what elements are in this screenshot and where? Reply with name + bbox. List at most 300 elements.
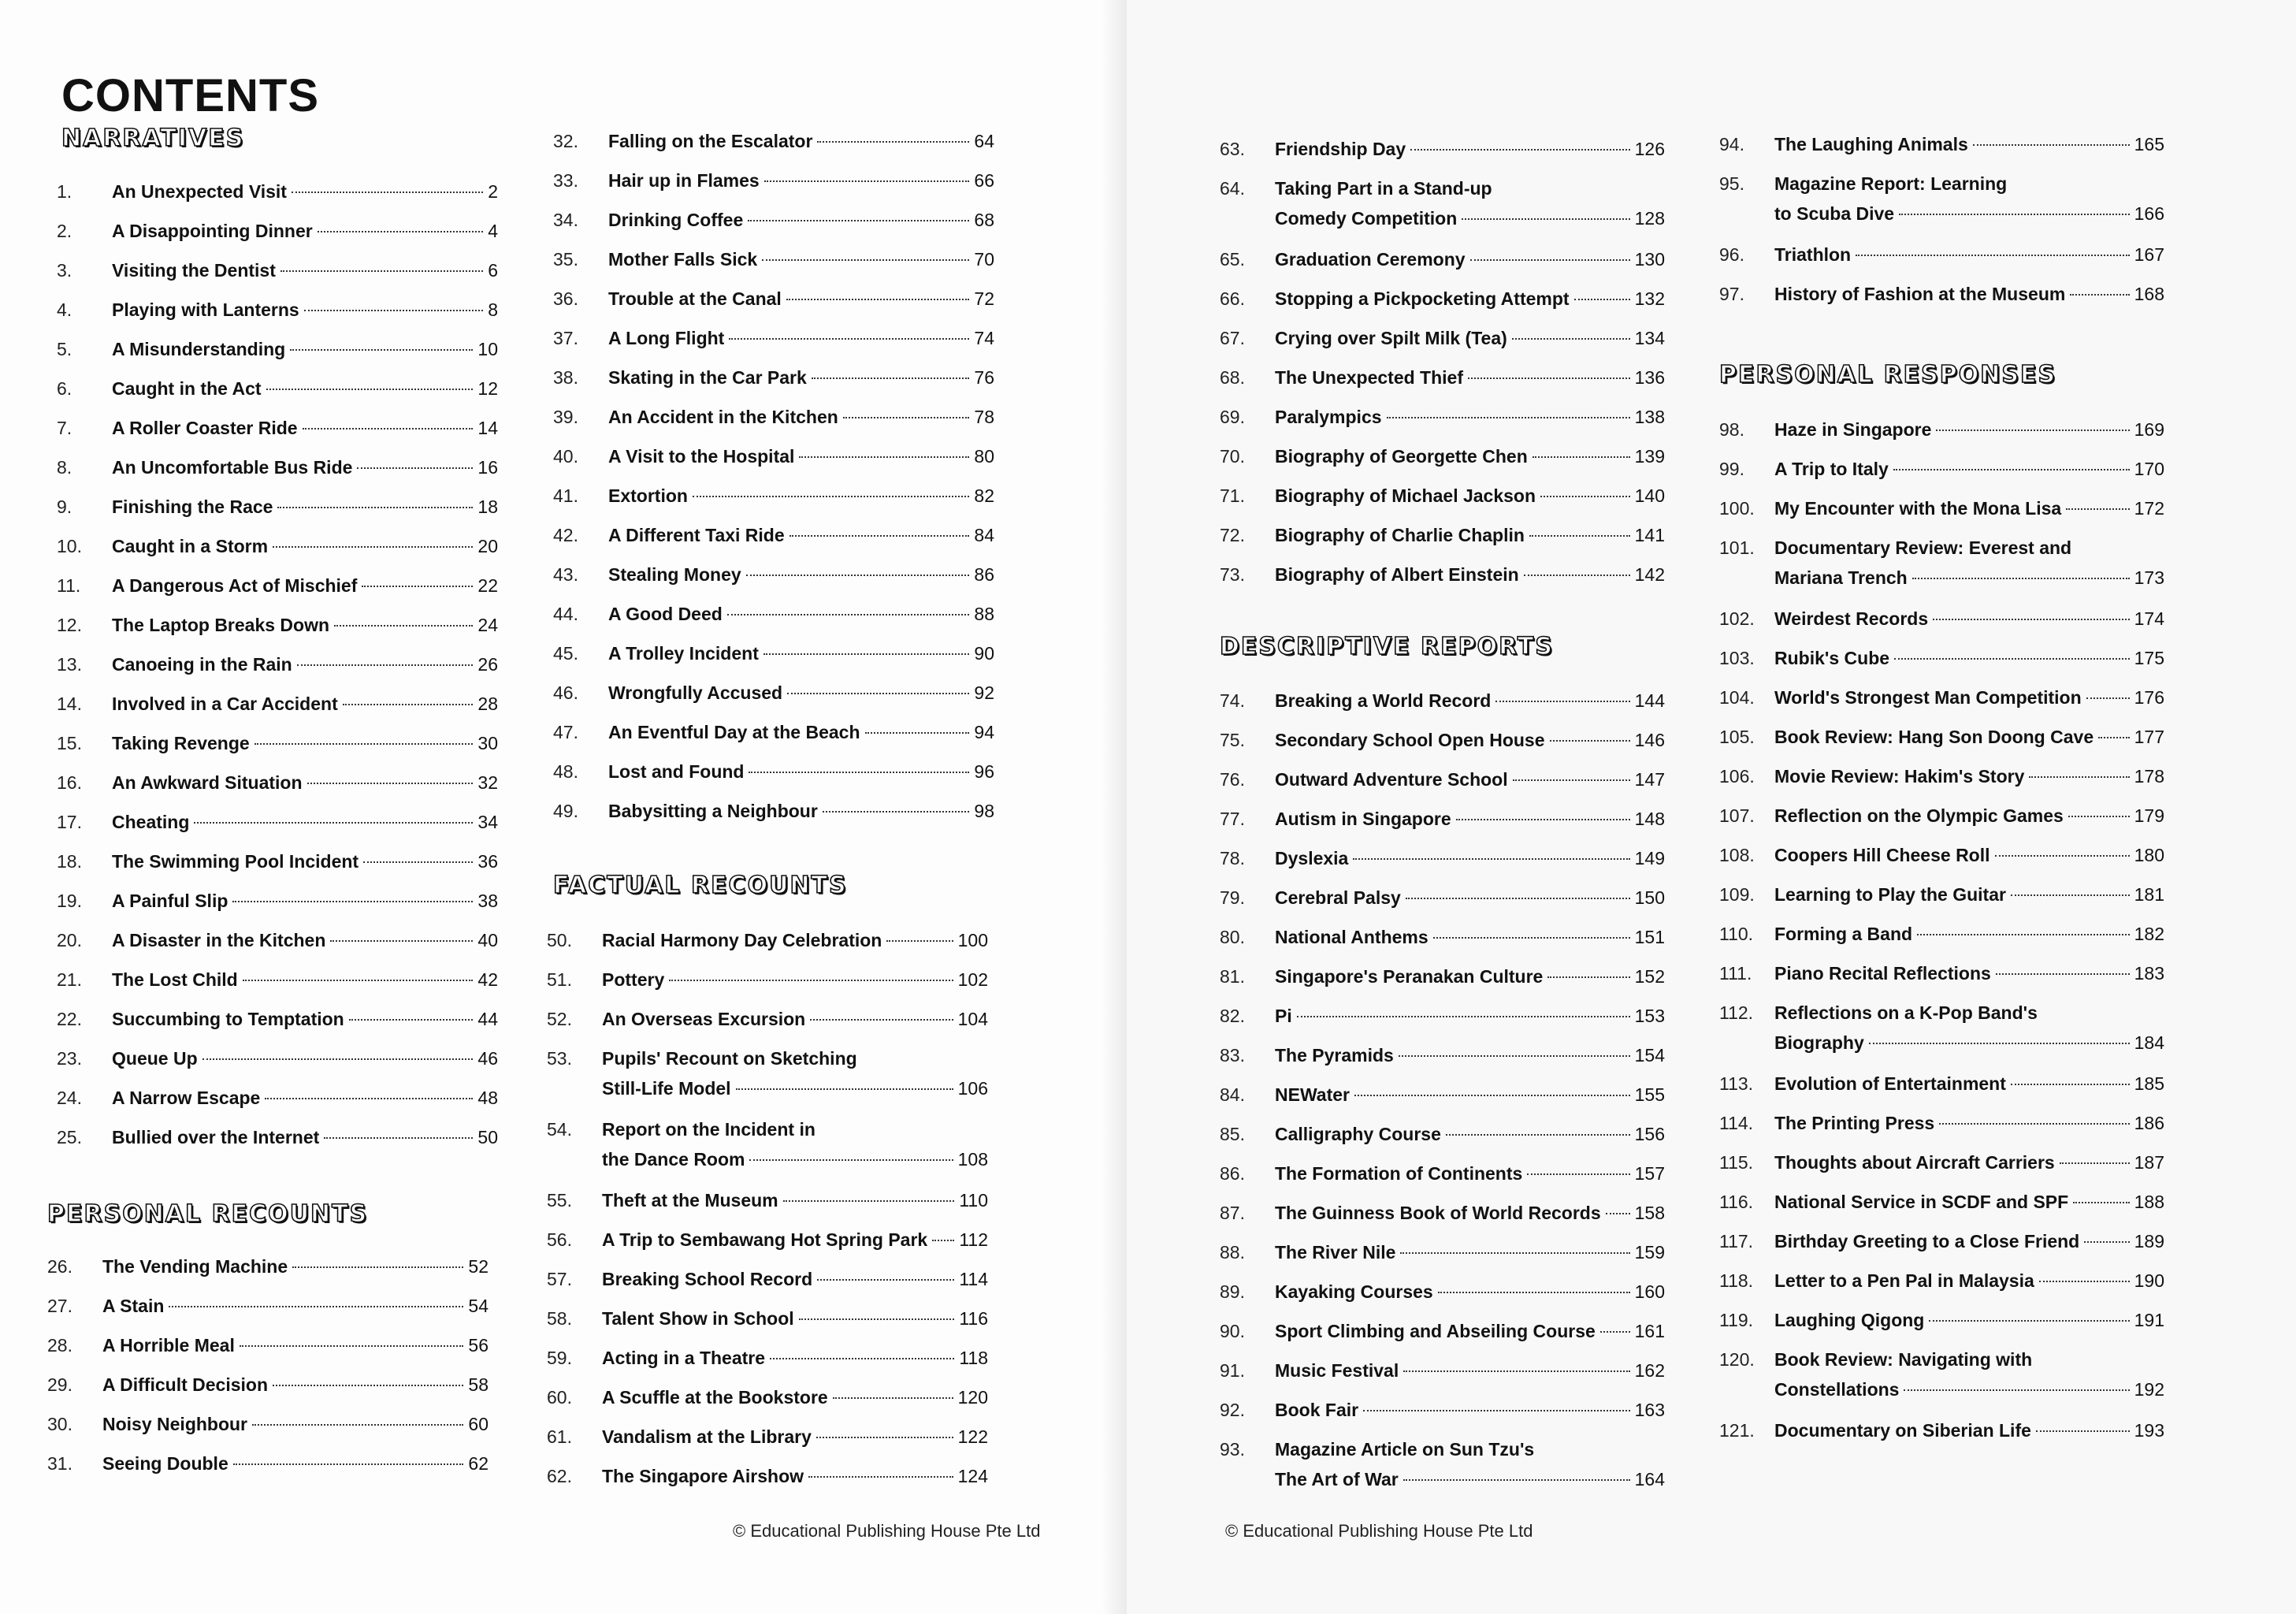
toc-entry-number: 97.: [1719, 284, 1744, 304]
toc-entry-line: [112, 965, 498, 995]
toc-entry-title: Noisy Neighbour: [102, 1414, 248, 1434]
dot-leader: [1996, 973, 2130, 975]
toc-entry-line: [1275, 804, 1665, 834]
toc-entry-title: Hair up in Flames: [608, 170, 760, 191]
toc-entry-title: Breaking a World Record: [1275, 690, 1492, 711]
toc-entry: [1220, 1277, 1665, 1307]
toc-entry-page: 6: [488, 260, 498, 281]
toc-entry-number: 80.: [1220, 927, 1245, 947]
toc-entry-line: [1275, 402, 1665, 432]
toc-entry-line: [608, 205, 994, 235]
toc-entry-line: [102, 1449, 489, 1478]
toc-entry-number: 95.: [1719, 173, 1744, 194]
toc-entry: [553, 757, 994, 787]
toc-entry-line: [1774, 563, 2164, 593]
toc-entry-title: Acting in a Theatre: [602, 1348, 766, 1368]
toc-entry-title: Cheating: [112, 812, 190, 832]
toc-entry: [57, 1004, 498, 1034]
toc-entry-line: [608, 244, 994, 274]
toc-entry-line: [1774, 415, 2164, 444]
dot-leader: [764, 180, 970, 182]
toc-entry: [1719, 722, 2164, 752]
toc-entry-page: 38: [477, 891, 498, 911]
toc-entry-number: 26.: [47, 1256, 72, 1277]
toc-entry-page: 116: [959, 1308, 988, 1329]
toc-entry-number: 32.: [553, 131, 578, 151]
toc-entry-page: 173: [2134, 567, 2164, 588]
section-title-personal-responses: PERSONAL RESPONSES: [1719, 361, 2057, 389]
toc-entry-text: [608, 441, 994, 471]
toc-entry-number: 33.: [553, 170, 578, 191]
dot-leader: [865, 732, 970, 734]
toc-entry-title: Rubik's Cube: [1774, 648, 1890, 668]
dot-leader: [252, 1424, 463, 1426]
toc-entry-line: [608, 757, 994, 787]
toc-entry-page: 98: [974, 801, 994, 821]
dot-leader: [280, 270, 483, 272]
toc-entry: [1220, 764, 1665, 794]
toc-entry-page: 187: [2134, 1152, 2164, 1173]
toc-entry-text: [608, 284, 994, 314]
toc-entry-number: 52.: [547, 1009, 572, 1029]
dot-leader: [334, 625, 473, 627]
toc-entry-page: 147: [1634, 769, 1665, 790]
dot-leader: [1894, 658, 2130, 660]
toc-entry-title: Mother Falls Sick: [608, 249, 758, 270]
toc-entry: [547, 1225, 988, 1255]
toc-entry-title: A Disaster in the Kitchen: [112, 930, 326, 950]
toc-entry-page: 146: [1634, 730, 1665, 750]
toc-entry-text: [608, 599, 994, 629]
dot-leader: [1387, 417, 1630, 418]
toc-entry-title: Queue Up: [112, 1048, 198, 1069]
toc-entry: [553, 205, 994, 235]
toc-entry-line: [112, 452, 498, 482]
toc-entry-page: 78: [974, 407, 994, 427]
dot-leader: [362, 586, 473, 587]
toc-entry-text: [1774, 722, 2164, 752]
dot-leader: [748, 220, 969, 221]
toc-entry-number: 47.: [553, 722, 578, 742]
toc-entry-page: 124: [957, 1466, 988, 1486]
toc-entry-text: [112, 531, 498, 561]
toc-entry-page: 151: [1634, 927, 1665, 947]
toc-entry-page: 58: [468, 1374, 489, 1395]
toc-entry-line: [1774, 998, 2164, 1028]
toc-entry-title: A Disappointing Dinner: [112, 221, 313, 241]
dot-leader: [2066, 508, 2129, 510]
toc-entry: [1220, 441, 1665, 471]
toc-entry-title: Book Review: Navigating with: [1774, 1349, 2033, 1370]
toc-entry-page: 144: [1634, 690, 1665, 711]
toc-entry-line: [608, 560, 994, 589]
toc-entry-text: [112, 846, 498, 876]
toc-entry-line: [1275, 363, 1665, 392]
toc-entry-text: [1774, 493, 2164, 523]
toc-entry: [1719, 1226, 2164, 1256]
toc-entry-line: [608, 520, 994, 550]
toc-entry: [1220, 244, 1665, 274]
toc-entry-page: 36: [477, 851, 498, 872]
toc-entry-title: Visiting the Dentist: [112, 260, 276, 281]
toc-entry-text: [602, 1422, 988, 1452]
toc-entry: [1719, 1147, 2164, 1177]
toc-entry-number: 50.: [547, 930, 572, 950]
toc-entry-page: 64: [974, 131, 994, 151]
toc-entry: [1220, 520, 1665, 550]
toc-entry: [553, 402, 994, 432]
toc-entry-number: 112.: [1719, 1002, 1754, 1023]
toc-entry-title: Paralympics: [1275, 407, 1382, 427]
toc-entry-text: [112, 886, 498, 916]
toc-entry-text: [1275, 134, 1665, 164]
toc-entry-line: [602, 1225, 988, 1255]
toc-entry-number: 38.: [553, 367, 578, 388]
dot-leader: [1929, 1320, 2129, 1322]
toc-entry: [1220, 1434, 1665, 1494]
toc-entry-page: 134: [1634, 328, 1665, 348]
toc-entry-line: [112, 295, 498, 325]
toc-entry-line: [1774, 169, 2164, 199]
toc-entry-text: [1774, 761, 2164, 791]
toc-entry-number: 121.: [1719, 1420, 1755, 1441]
toc-entry-number: 56.: [547, 1229, 572, 1250]
toc-entry-title: Learning to Play the Guitar: [1774, 884, 2006, 905]
toc-entry-page: 62: [468, 1453, 489, 1474]
toc-entry-text: [608, 757, 994, 787]
toc-entry-text: [112, 925, 498, 955]
toc-entry-page: 159: [1634, 1242, 1665, 1263]
toc-entry-title: A Trip to Sembawang Hot Spring Park: [602, 1229, 928, 1250]
toc-entry-title: Documentary on Siberian Life: [1774, 1420, 2031, 1441]
toc-entry: [1220, 686, 1665, 716]
toc-entry-text: [1774, 604, 2164, 634]
toc-entry-text: [1275, 284, 1665, 314]
dot-leader: [233, 1463, 464, 1465]
toc-entry: [57, 1043, 498, 1073]
dot-leader: [303, 428, 474, 430]
copyright-footer: © Educational Publishing House Pte Ltd: [733, 1521, 1041, 1541]
toc-entry: [1220, 481, 1665, 511]
toc-entry-text: [602, 1043, 988, 1103]
dot-leader: [1939, 1123, 2129, 1125]
toc-entry-number: 62.: [547, 1466, 572, 1486]
toc-entry-title: Reflection on the Olympic Games: [1774, 805, 2064, 826]
toc-entry-line: [1774, 761, 2164, 791]
toc-entry: [57, 1083, 498, 1113]
toc-entry-line: [608, 402, 994, 432]
dot-leader: [277, 507, 473, 508]
toc-entry: [1220, 1001, 1665, 1031]
dot-leader: [2039, 1281, 2130, 1282]
toc-entry: [1719, 533, 2164, 593]
dot-leader: [833, 1397, 953, 1399]
toc-entry-line: [1275, 1464, 1665, 1494]
toc-entry-title: Stopping a Pickpocketing Attempt: [1275, 288, 1570, 309]
toc-entry-text: [1774, 958, 2164, 988]
toc-entry-text: [1774, 533, 2164, 593]
toc-entry-text: [1275, 883, 1665, 913]
dot-leader: [1973, 144, 2130, 146]
dot-leader: [1446, 1134, 1630, 1136]
toc-entry-line: [112, 1004, 498, 1034]
toc-entry-page: 160: [1634, 1281, 1665, 1302]
toc-entry-title: Pupils' Recount on Sketching: [602, 1048, 857, 1069]
dot-leader: [693, 496, 969, 497]
toc-entry: [1719, 761, 2164, 791]
toc-entry-text: [1275, 244, 1665, 274]
toc-entry: [47, 1291, 489, 1321]
toc-entry-number: 81.: [1220, 966, 1245, 987]
toc-entry: [553, 126, 994, 156]
toc-entry-page: 179: [2134, 805, 2164, 826]
toc-entry: [1719, 1108, 2164, 1138]
toc-entry-page: 48: [477, 1088, 498, 1108]
toc-entry-title: Thoughts about Aircraft Carriers: [1774, 1152, 2055, 1173]
toc-entry-line: [602, 925, 988, 955]
toc-entry: [553, 481, 994, 511]
toc-entry-number: 42.: [553, 525, 578, 545]
toc-entry-title: Pottery: [602, 969, 665, 990]
toc-entry-page: 167: [2134, 244, 2164, 265]
toc-entry-line: [112, 768, 498, 798]
dot-leader: [318, 231, 484, 232]
toc-entry-text: [1774, 1226, 2164, 1256]
toc-entry-text: [1774, 1415, 2164, 1445]
dot-leader: [349, 1019, 474, 1021]
toc-entry-number: 22.: [57, 1009, 82, 1029]
toc-entry-text: [608, 363, 994, 392]
toc-entry-title: The Lost Child: [112, 969, 238, 990]
toc-entry-number: 60.: [547, 1387, 572, 1408]
toc-entry-page: 150: [1634, 887, 1665, 908]
toc-entry-number: 111.: [1719, 963, 1752, 984]
toc-entry: [1719, 682, 2164, 712]
dot-leader: [2011, 1084, 2130, 1085]
toc-entry-line: [102, 1370, 489, 1400]
dot-leader: [1353, 858, 1629, 860]
toc-entry: [1719, 1415, 2164, 1445]
toc-entry-page: 88: [974, 604, 994, 624]
toc-entry-number: 100.: [1719, 498, 1755, 519]
toc-entry-number: 3.: [57, 260, 72, 281]
toc-entry: [1220, 1040, 1665, 1070]
toc-entry-number: 36.: [553, 288, 578, 309]
toc-entry-text: [1275, 1316, 1665, 1346]
toc-entry-number: 96.: [1719, 244, 1744, 265]
toc-entry: [1719, 1266, 2164, 1296]
toc-entry: [57, 255, 498, 285]
dot-leader: [292, 1266, 463, 1268]
toc-entry-line: [1275, 481, 1665, 511]
toc-entry-title: A Misunderstanding: [112, 339, 286, 359]
toc-entry-title: Secondary School Open House: [1275, 730, 1545, 750]
toc-entry-text: [602, 965, 988, 995]
dot-leader: [727, 614, 970, 615]
toc-entry-line: [112, 649, 498, 679]
toc-entry-title: National Anthems: [1275, 927, 1428, 947]
dot-leader: [297, 664, 474, 666]
dot-leader: [1912, 578, 2130, 579]
toc-entry-title: Weirdest Records: [1774, 608, 1929, 629]
toc-entry-line: [1774, 1226, 2164, 1256]
toc-entry-line: [1275, 560, 1665, 589]
toc-entry-title: The Swimming Pool Incident: [112, 851, 359, 872]
dot-leader: [1917, 934, 2130, 935]
toc-entry-line: [1275, 883, 1665, 913]
toc-entry-text: [112, 492, 498, 522]
toc-entry-page: 50: [477, 1127, 498, 1147]
toc-entry-number: 27.: [47, 1296, 72, 1316]
toc-entry-number: 102.: [1719, 608, 1755, 629]
toc-entry: [553, 363, 994, 392]
toc-entry-text: [112, 965, 498, 995]
dot-leader: [1893, 469, 2130, 470]
toc-entry-line: [112, 610, 498, 640]
toc-entry: [1719, 240, 2164, 270]
dot-leader: [1363, 1410, 1630, 1411]
toc-entry-page: 142: [1634, 564, 1665, 585]
toc-entry-line: [1774, 533, 2164, 563]
toc-entry-title: Bullied over the Internet: [112, 1127, 320, 1147]
toc-entry-number: 108.: [1719, 845, 1755, 865]
toc-entry-number: 89.: [1220, 1281, 1245, 1302]
toc-entry-page: 164: [1634, 1469, 1665, 1489]
toc-entry-title: Movie Review: Hakim's Story: [1774, 766, 2025, 787]
toc-entry-line: [608, 441, 994, 471]
dot-leader: [1410, 149, 1629, 151]
dot-leader: [1550, 740, 1630, 742]
toc-entry-title: An Awkward Situation: [112, 772, 303, 793]
toc-entry-number: 44.: [553, 604, 578, 624]
toc-entry-text: [112, 1004, 498, 1034]
toc-entry-line: [1774, 240, 2164, 270]
toc-entry-title: Finishing the Race: [112, 496, 273, 517]
toc-entry-line: [112, 492, 498, 522]
toc-entry-number: 20.: [57, 930, 82, 950]
dot-leader: [1433, 937, 1630, 939]
toc-entry-line: [1275, 686, 1665, 716]
toc-entry-text: [112, 295, 498, 325]
toc-entry-title: The River Nile: [1275, 1242, 1396, 1263]
toc-entry: [1719, 129, 2164, 159]
toc-entry-line: [602, 1264, 988, 1294]
dot-leader: [357, 467, 473, 469]
toc-entry-number: 86.: [1220, 1163, 1245, 1184]
toc-entry-text: [1275, 961, 1665, 991]
toc-entry-page: 40: [477, 930, 498, 950]
toc-entry-text: [1275, 1040, 1665, 1070]
toc-entry-page: 148: [1634, 809, 1665, 829]
toc-entry-line: [1275, 843, 1665, 873]
toc-entry-page: 180: [2134, 845, 2164, 865]
toc-entry-text: [1774, 279, 2164, 309]
toc-entry-line: [1275, 1395, 1665, 1425]
toc-entry-text: [608, 717, 994, 747]
toc-entry-title: Babysitting a Neighbour: [608, 801, 818, 821]
toc-entry-text: [112, 177, 498, 206]
dot-leader: [330, 940, 473, 942]
toc-entry-line: [608, 678, 994, 708]
toc-entry-title: Singapore's Peranakan Culture: [1275, 966, 1544, 987]
toc-entry-line: [1774, 279, 2164, 309]
toc-entry-title: Biography of Georgette Chen: [1275, 446, 1528, 467]
toc-entry: [547, 1303, 988, 1333]
toc-entry-page: 10: [477, 339, 498, 359]
toc-entry-line: [112, 846, 498, 876]
toc-entry-number: 37.: [553, 328, 578, 348]
dot-leader: [783, 1200, 955, 1202]
dot-leader: [363, 861, 473, 863]
dot-leader: [1524, 575, 1630, 576]
toc-entry-number: 11.: [57, 575, 81, 596]
toc-entry-line: [602, 1073, 988, 1103]
toc-entry-text: [608, 560, 994, 589]
toc-entry-number: 65.: [1220, 249, 1245, 270]
toc-entry-text: [112, 413, 498, 443]
toc-entry-text: [112, 216, 498, 246]
toc-entry-text: [112, 689, 498, 719]
toc-entry-number: 98.: [1719, 419, 1744, 440]
toc-entry: [1220, 843, 1665, 873]
toc-entry-text: [112, 1083, 498, 1113]
toc-entry-page: 176: [2134, 687, 2164, 708]
toc-entry-title: An Eventful Day at the Beach: [608, 722, 860, 742]
toc-entry-number: 88.: [1220, 1242, 1245, 1263]
toc-entry: [47, 1370, 489, 1400]
toc-entry-title: A Different Taxi Ride: [608, 525, 785, 545]
toc-entry-line: [112, 216, 498, 246]
copyright-footer: © Educational Publishing House Pte Ltd: [1225, 1521, 1533, 1541]
toc-entry-line: [112, 531, 498, 561]
dot-leader: [2070, 294, 2129, 296]
toc-entry-text: [1275, 1198, 1665, 1228]
toc-entry-text: [1275, 1277, 1665, 1307]
toc-entry-line: [1275, 520, 1665, 550]
toc-entry-title: NEWater: [1275, 1084, 1350, 1105]
toc-entry-number: 29.: [47, 1374, 72, 1395]
toc-entry-page: 140: [1634, 485, 1665, 506]
toc-entry-page: 155: [1634, 1084, 1665, 1105]
toc-entry-page: 172: [2134, 498, 2164, 519]
dot-leader: [886, 940, 953, 942]
toc-entry-title: History of Fashion at the Museum: [1774, 284, 2066, 304]
toc-entry-title: Stealing Money: [608, 564, 741, 585]
toc-entry-number: 83.: [1220, 1045, 1245, 1065]
toc-entry-number: 93.: [1220, 1439, 1245, 1460]
toc-entry-text: [602, 1264, 988, 1294]
toc-entry-page: 92: [974, 682, 994, 703]
toc-entry-page: 170: [2134, 459, 2164, 479]
toc-entry-text: [608, 481, 994, 511]
toc-entry-title: The Printing Press: [1774, 1113, 1935, 1133]
toc-entry-line: [1774, 1147, 2164, 1177]
toc-entry-title: The Formation of Continents: [1275, 1163, 1523, 1184]
toc-entry-page: 191: [2134, 1310, 2164, 1330]
toc-entry-number: 74.: [1220, 690, 1245, 711]
toc-entry-title: Sport Climbing and Abseiling Course: [1275, 1321, 1596, 1341]
dot-leader: [2073, 1202, 2129, 1203]
toc-entry-page: 86: [974, 564, 994, 585]
toc-entry: [57, 531, 498, 561]
dot-leader: [770, 1358, 954, 1359]
toc-entry: [1220, 1237, 1665, 1267]
toc-entry: [1220, 961, 1665, 991]
toc-entry-line: [1275, 1119, 1665, 1149]
dot-leader: [1399, 1055, 1630, 1057]
dot-leader: [1529, 535, 1630, 537]
toc-entry-page: 56: [468, 1335, 489, 1356]
